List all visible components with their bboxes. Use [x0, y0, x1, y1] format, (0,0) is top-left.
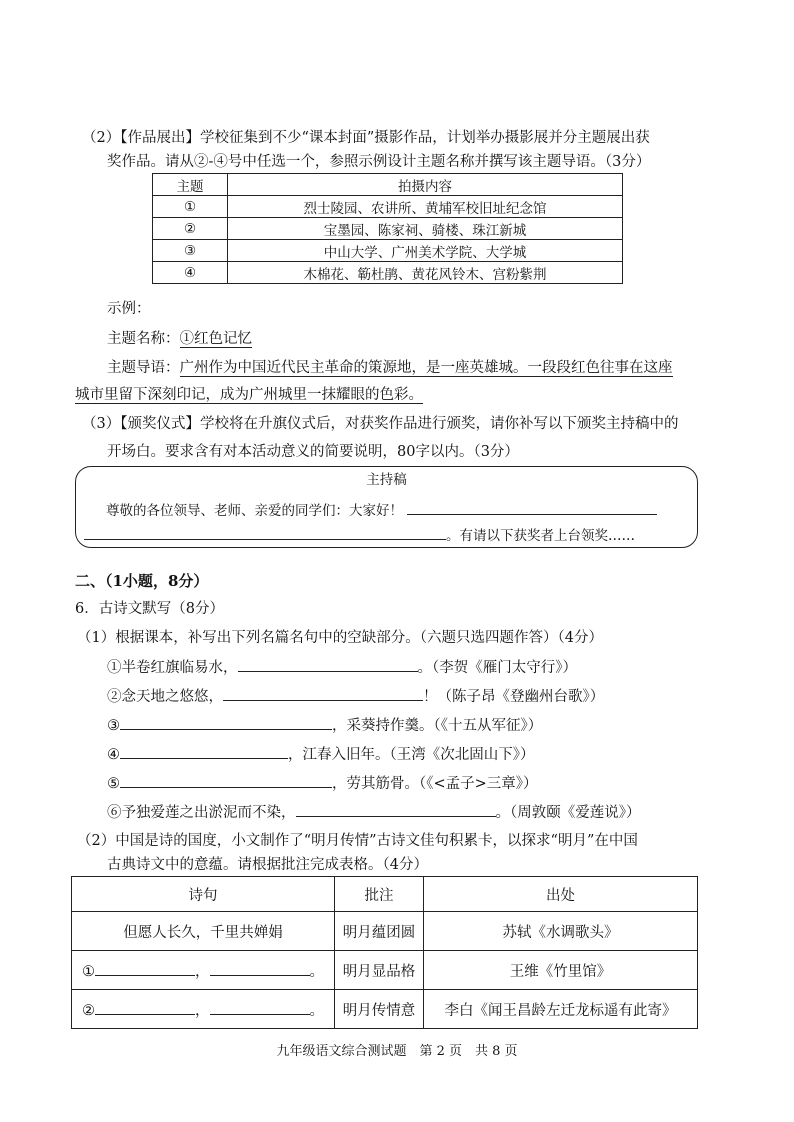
table-row: [72, 951, 698, 990]
host-script-greeting: 尊敬的各位领导、老师、亲爱的同学们：大家好！: [106, 503, 403, 519]
q6-sub2-line1: （2）中国是诗的国度，小文制作了“明月传情”古诗文佳句积累卡，以探求“明月”在中国: [77, 833, 638, 849]
moon-row2-poem: [72, 951, 335, 990]
table-row: [153, 196, 623, 218]
recite-item-5-post: ，劳其筋骨。（《<孟子>三章》）: [332, 776, 538, 792]
q3-line1: （3）【颁奖仪式】学校将在升旗仪式后，对获奖作品进行颁奖，请你补写以下颁奖主持稿中的: [82, 416, 679, 432]
guide-text-2-span: 城市里留下深刻印记，成为广州城里一抹耀眼的色彩。: [75, 387, 423, 403]
table-cell: ①: [153, 196, 228, 218]
recite-item-1: [107, 657, 577, 678]
moon-blank-1b[interactable]: [210, 961, 310, 976]
theme-table-header-theme: 主题: [153, 174, 228, 196]
host-script-line2: [84, 525, 635, 546]
moon-row3-end: 。: [309, 1002, 324, 1019]
table-cell: 中山大学、广州美术学院、大学城: [228, 240, 623, 262]
q3-line2: 开场白。要求含有对本活动意义的简要说明，80字以内。（3分）: [107, 444, 519, 460]
recite-item-4-pre: ④: [107, 747, 120, 763]
q6-sub2-line2: 古典诗文中的意蕴。请根据批注完成表格。（4分）: [107, 857, 428, 873]
example-label: 示例：: [107, 301, 151, 317]
theme-name-row: [107, 329, 252, 349]
table-row: [153, 240, 623, 262]
moon-row2-source: 王维《竹里馆》: [424, 951, 698, 990]
recite-item-3-pre: ③: [107, 718, 120, 734]
recite-item-2: [107, 686, 604, 707]
moon-row2-num: ①: [82, 963, 95, 980]
guide-label: 主题导语：: [107, 360, 180, 376]
moon-blank-2a[interactable]: [95, 1000, 195, 1015]
table-cell: 宝墨园、陈家祠、骑楼、珠江新城: [228, 218, 623, 240]
recite-item-6: [107, 802, 641, 823]
table-cell: ②: [153, 218, 228, 240]
host-script-closing: 。有请以下获奖者上台领奖……: [446, 528, 635, 544]
moon-row1-poem: 但愿人长久，千里共婵娟: [72, 912, 335, 951]
moon-row3-comma: ，: [195, 1002, 210, 1019]
theme-name-value: ①红色记忆: [179, 331, 252, 347]
recite-blank-5[interactable]: [120, 773, 332, 788]
table-cell: 木棉花、簕杜鹃、黄花风铃木、宫粉紫荆: [228, 262, 623, 284]
recite-blank-3[interactable]: [120, 715, 332, 730]
moon-row3-poem: [72, 990, 335, 1029]
recite-blank-1[interactable]: [238, 657, 418, 672]
recite-item-2-pre: ②念天地之悠悠，: [107, 689, 223, 705]
recite-item-4-post: ，江春入旧年。（王湾《次北固山下》）: [288, 747, 535, 763]
moon-row3-num: ②: [82, 1002, 95, 1019]
recite-item-5-pre: ⑤: [107, 776, 120, 792]
moon-table-header-source: 出处: [424, 877, 698, 912]
table-cell: ③: [153, 240, 228, 262]
host-script-blank-2[interactable]: [84, 525, 446, 540]
theme-name-label: 主题名称：: [107, 331, 180, 347]
moon-row3-note: 明月传情意: [335, 990, 424, 1029]
moon-table-header-note: 批注: [335, 877, 424, 912]
recite-item-5: [107, 773, 538, 794]
moon-row2-end: 。: [309, 963, 324, 980]
recite-item-1-post: 。（李贺《雁门太守行》）: [417, 660, 577, 676]
recite-blank-6[interactable]: [296, 802, 496, 817]
recite-item-2-post: ！（陈子昂《登幽州台歌》）: [423, 689, 605, 705]
host-script-blank-1[interactable]: [407, 500, 657, 515]
q2-line2: 奖作品。请从②-④号中任选一个，参照示例设计主题名称并撰写该主题导语。（3分）: [107, 154, 651, 170]
moon-row1-source: 苏轼《水调歌头》: [424, 912, 698, 951]
table-cell: ④: [153, 262, 228, 284]
host-script-title: 主持稿: [366, 472, 407, 488]
moon-blank-1a[interactable]: [95, 961, 195, 976]
moon-row2-comma: ，: [195, 963, 210, 980]
section2-title: 二、（1小题，8分）: [75, 572, 209, 590]
moon-poem-table: [71, 876, 698, 1029]
table-row: [153, 262, 623, 284]
recite-item-3: [107, 715, 542, 736]
recite-item-1-pre: ①半卷红旗临易水，: [107, 660, 238, 676]
q6-sub1: （1）根据课本，补写出下列名篇名句中的空缺部分。（六题只选四题作答）（4分）: [77, 630, 603, 646]
recite-blank-2[interactable]: [223, 686, 423, 701]
guide-row: [107, 358, 673, 378]
guide-text-2: [75, 385, 423, 405]
page-footer: 九年级语文综合测试题 第 2 页 共 8 页: [276, 1044, 518, 1059]
theme-table: [152, 173, 623, 284]
recite-item-6-pre: ⑥予独爱莲之出淤泥而不染，: [107, 805, 296, 821]
recite-item-6-post: 。（周敦颐《爱莲说》）: [495, 805, 641, 821]
moon-blank-2b[interactable]: [210, 1000, 310, 1015]
theme-table-header-content: 拍摄内容: [228, 174, 623, 196]
host-script-line1: [106, 500, 657, 521]
table-row: [72, 990, 698, 1029]
guide-text-1: 广州作为中国近代民主革命的策源地，是一座英雄城。一段段红色往事在这座: [179, 360, 673, 376]
moon-row3-source: 李白《闻王昌龄左迁龙标遥有此寄》: [424, 990, 698, 1029]
recite-item-3-post: ，采葵持作羹。（《十五从军征》）: [332, 718, 543, 734]
moon-table-header-poem: 诗句: [72, 877, 335, 912]
table-row: [72, 912, 698, 951]
moon-row1-note: 明月蕴团圆: [335, 912, 424, 951]
recite-blank-4[interactable]: [120, 744, 288, 759]
table-row: [153, 218, 623, 240]
moon-row2-note: 明月显品格: [335, 951, 424, 990]
q6-title: 6．古诗文默写（8分）: [75, 601, 224, 617]
table-cell: 烈士陵园、农讲所、黄埔军校旧址纪念馆: [228, 196, 623, 218]
q2-line1: （2）【作品展出】学校征集到不少“课本封面”摄影作品，计划举办摄影展并分主题展出获: [82, 130, 650, 146]
recite-item-4: [107, 744, 535, 765]
